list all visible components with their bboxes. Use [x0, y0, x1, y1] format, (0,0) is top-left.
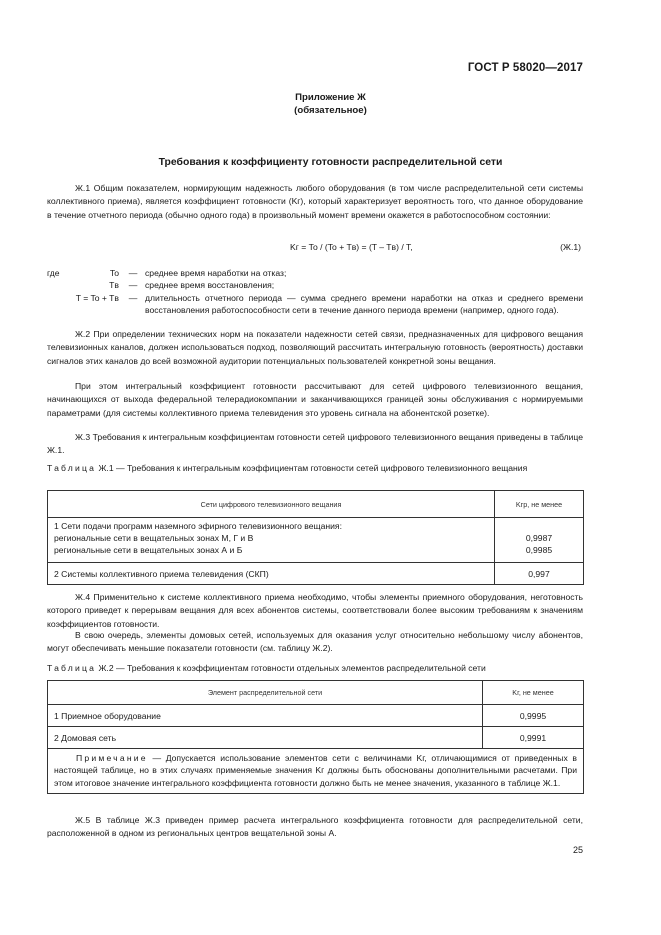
table1-col1-header: Сети цифрового телевизионного вещания — [48, 491, 495, 518]
table1-caption: Таблица Ж.1 — Требования к интегральным коэффициентам готовности сетей цифрового телевизионного вещания — [47, 463, 528, 473]
table1-col2-header: Kгр, не менее — [495, 491, 584, 518]
table-row: 2 Домовая сеть 0,9991 — [48, 727, 584, 749]
formula-number: (Ж.1) — [560, 242, 581, 252]
definitions-where: где — [47, 268, 60, 278]
table2-note: Примечание — Допускается использование элементов сети с величинами Kг, отличающимися от приведенных в настоящей таблице, но в этих случаях применяемые значения Kг должны быть обоснованы дополнительными расчетами. При этом итоговое значение интегрального коэффициента готовности должно быть не менее значения, указанного в таблице Ж.1. — [48, 749, 584, 794]
definitions-list — [47, 267, 583, 317]
appendix-title: Приложение Ж — [295, 92, 366, 103]
paragraph-zh2-cont: При этом интегральный коэффициент готовности рассчитывают для сетей цифрового телевизионного вещания, начинающихся от выхода федеральной телерадиокомпании и заканчивающихся границей зоны обслуживания с нормируемыми параметрами (для системы коллективного приема телевидения это уровень сигнала на абонентской розетке). — [47, 381, 583, 418]
definition-item: T = To + Tв — длительность отчетного периода — сумма среднего времени наработки на отказ и среднего времени восстановления работоспособности сети в течение данного периода времени (например, одного года). — [75, 292, 583, 316]
paragraph-zh4-cont: В свою очередь, элементы домовых сетей, используемых для оказания услуг относительно небольшому числу абонентов, могут обеспечивать меньшие показатели готовности (см. таблицу Ж.2). — [47, 630, 583, 654]
paragraph-zh3: Ж.3 Требования к интегральным коэффициентам готовности сетей цифрового телевизионного вещания приведены в таблице Ж.1. — [47, 432, 583, 456]
section-title: Требования к коэффициенту готовности распределительной сети — [158, 157, 503, 168]
table2 — [47, 680, 584, 794]
table-row: 2 Системы коллективного приема телевидения (СКП) 0,997 — [48, 563, 584, 585]
paragraph-zh1: Ж.1 Общим показателем, нормирующим надежность любого оборудования (в том числе распределительной сети системы коллективного приема), является коэффициент готовности (Kг), который характеризует вероятность того, что данное оборудование в течение отчетного периода (обычно одного года) в произвольный момент времени окажется в работоспособном состоянии: — [47, 183, 583, 220]
appendix-status: (обязательное) — [294, 105, 367, 116]
table-row: 1 Приемное оборудование 0,9995 — [48, 705, 584, 727]
table-row: 1 Сети подачи программ наземного эфирного телевизионного вещания: региональные сети в вещательных зонах М, Г и В региональные сети в вещательных зонах А и Б 0,9987 0,9985 — [48, 518, 584, 563]
definition-item: To — среднее время наработки на отказ; — [109, 268, 287, 278]
paragraph-zh5: Ж.5 В таблице Ж.3 приведен пример расчета интегрального коэффициента готовности для распределительной сети, расположенной в одном из региональных центров вещательной зоны А. — [47, 815, 583, 839]
table-note-row — [48, 749, 584, 794]
page-number: 25 — [572, 845, 583, 855]
appendix-heading — [0, 91, 661, 117]
definition-item: Tв — среднее время восстановления; — [109, 280, 275, 291]
table2-caption: Таблица Ж.2 — Требования к коэффициентам готовности отдельных элементов распределительной сети — [47, 663, 486, 673]
paragraph-zh4: Ж.4 Применительно к системе коллективного приема необходимо, чтобы элементы приемного оборудования, неготовность которого приведет к перерывам вещания для всех абонентов системы, соответствовали более высоким требованиям к значениям коэффициентов готовности. — [47, 592, 583, 629]
table1 — [47, 490, 584, 585]
table2-col2-header: Kг, не менее — [483, 681, 584, 705]
formula-zh1 — [47, 242, 583, 256]
formula-expression: Kг = To / (To + Tв) = (T – Tв) / T, — [290, 242, 413, 252]
table-header-row — [48, 491, 584, 518]
table2-col1-header: Элемент распределительной сети — [48, 681, 483, 705]
table-header-row — [48, 681, 584, 705]
paragraph-zh2: Ж.2 При определении технических норм на показатели надежности сетей связи, предназначенных для цифрового вещания телевизионных каналов, должен использоваться подход, позволяющий рассчитать интегральную готовность (вероятность) доставки сигналов этих каналов до всей возможной аудитории потенциальных пользователей конкретной зоны вещания. — [47, 329, 583, 366]
document-code: ГОСТ Р 58020—2017 — [467, 62, 583, 74]
